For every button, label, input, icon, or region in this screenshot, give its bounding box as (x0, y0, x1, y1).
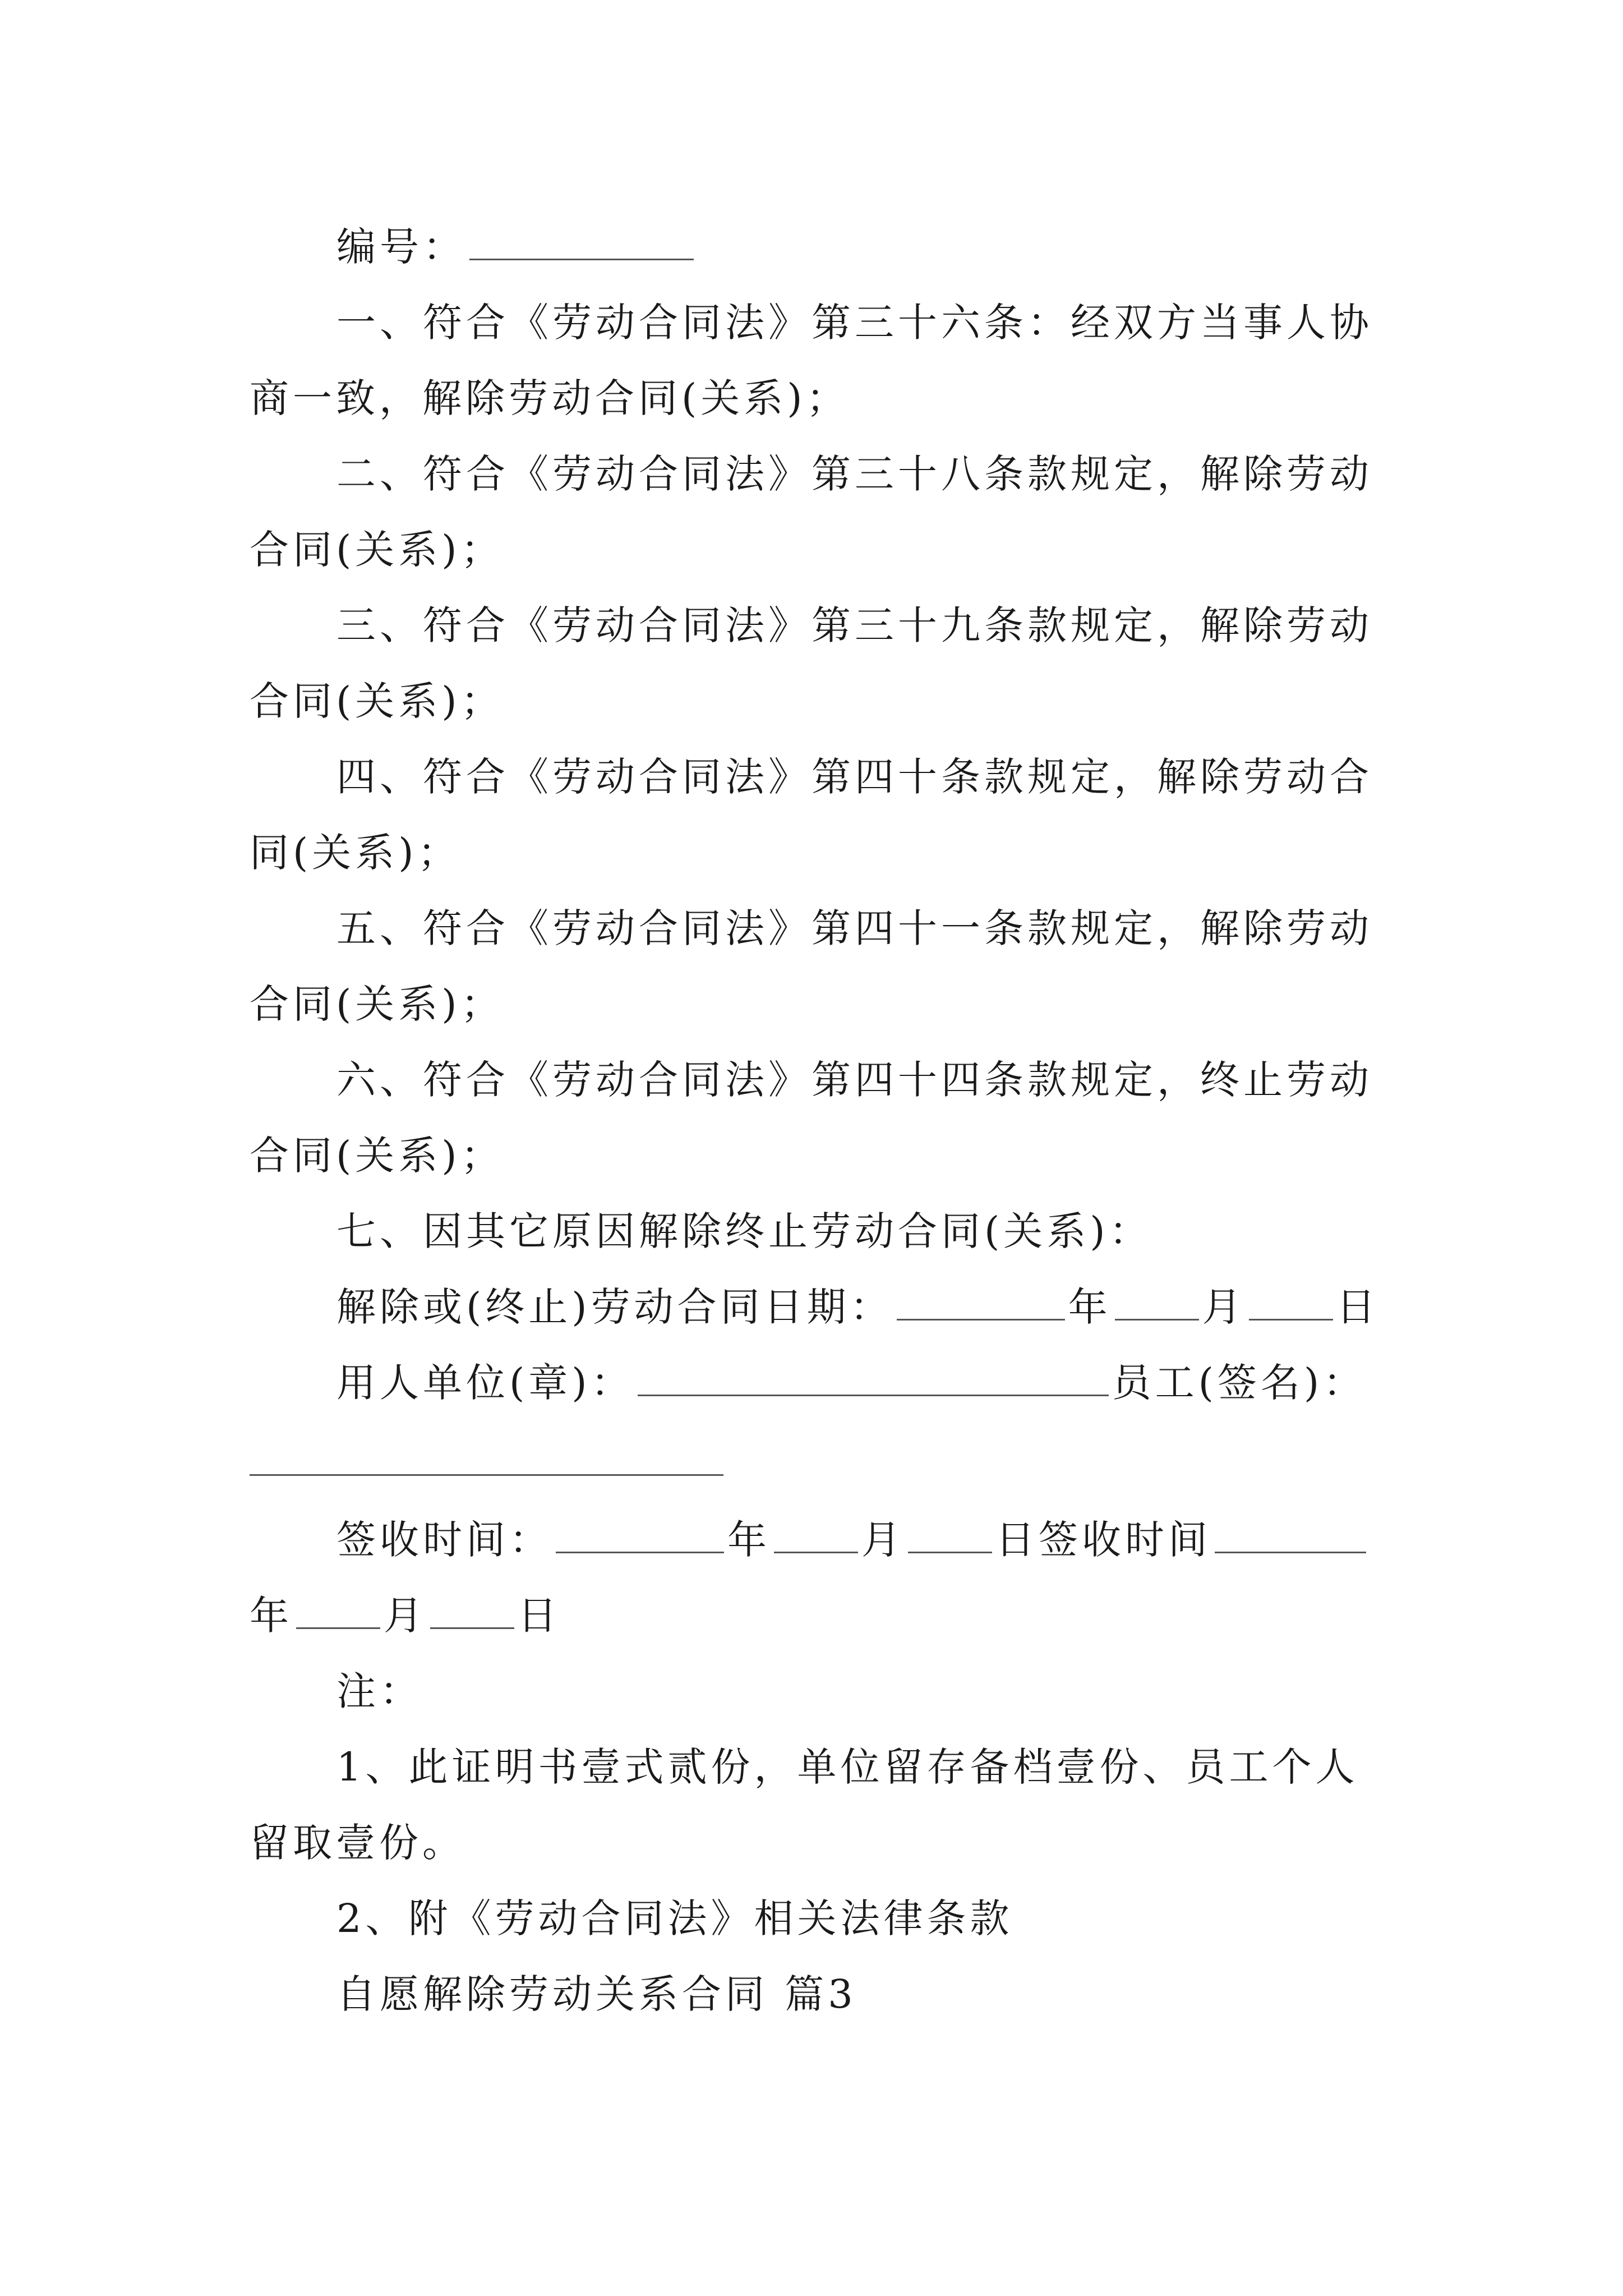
item-2-line-1: 二、符合《劳动合同法》第三十八条款规定，解除劳动 (336, 451, 1373, 497)
signature-row (0, 1358, 1623, 1408)
item-3-line-1: 三、符合《劳动合同法》第三十九条款规定，解除劳动 (336, 602, 1373, 648)
termination-month-label: 月 (1202, 1284, 1246, 1330)
note-heading: 注： (336, 1668, 423, 1714)
employer-seal-blank (638, 1389, 1109, 1396)
receipt2-month-label: 月 (384, 1593, 427, 1639)
item-6-line-1: 六、符合《劳动合同法》第四十四条款规定，终止劳动 (336, 1057, 1373, 1103)
document-number-row (0, 222, 1623, 272)
receipt-year-blank (556, 1546, 724, 1553)
receipt-day-and-label: 日签收时间 (995, 1517, 1211, 1563)
next-section-title: 自愿解除劳动关系合同 篇3 (336, 1971, 857, 2017)
item-3-line-2: 合同(关系)； (250, 678, 504, 724)
receipt2-day-label: 日 (518, 1593, 561, 1639)
receipt-year-label: 年 (727, 1517, 771, 1563)
note-1-line-2: 留取壹份。 (250, 1820, 465, 1866)
note-2: 2、附《劳动合同法》相关法律条款 (336, 1895, 1013, 1941)
receipt-time-label: 签收时间： (336, 1517, 552, 1563)
receipt2-day-blank (430, 1622, 514, 1629)
termination-date-label: 解除或(终止)劳动合同日期： (336, 1284, 893, 1330)
receipt2-year-label: 年 (250, 1593, 293, 1639)
termination-year-label: 年 (1068, 1284, 1112, 1330)
receipt-time-row (0, 1515, 1623, 1565)
receipt-time-row-2 (0, 1590, 1623, 1641)
item-7: 七、因其它原因解除终止劳动合同(关系)： (336, 1208, 1152, 1254)
item-1-line-1: 一、符合《劳动合同法》第三十六条：经双方当事人协 (336, 300, 1373, 346)
document-number-blank (469, 253, 694, 260)
item-6-line-2: 合同(关系)； (250, 1133, 504, 1179)
note-1-line-1: 1、此证明书壹式贰份，单位留存备档壹份、员工个人 (336, 1744, 1359, 1790)
termination-year-blank (897, 1313, 1065, 1320)
item-1-line-2: 商一致，解除劳动合同(关系)； (250, 375, 850, 421)
employee-signature-blank (250, 1474, 723, 1476)
receipt-day-blank (908, 1546, 992, 1553)
termination-day-label: 日 (1336, 1284, 1380, 1330)
receipt-month-blank (774, 1546, 858, 1553)
termination-month-blank (1115, 1313, 1199, 1320)
item-5-line-1: 五、符合《劳动合同法》第四十一条款规定，解除劳动 (336, 905, 1373, 951)
item-4-line-1: 四、符合《劳动合同法》第四十条款规定，解除劳动合 (336, 754, 1373, 800)
receipt2-month-blank (296, 1622, 380, 1629)
document-number-label: 编号： (336, 224, 466, 270)
item-5-line-2: 合同(关系)； (250, 981, 504, 1027)
termination-day-blank (1249, 1313, 1333, 1320)
receipt-month-label: 月 (861, 1517, 905, 1563)
employee-signature-label: 员工(签名)： (1112, 1360, 1367, 1406)
item-4-line-2: 同(关系)； (250, 830, 461, 876)
item-2-line-2: 合同(关系)； (250, 527, 504, 573)
employer-seal-label: 用人单位(章)： (336, 1360, 634, 1406)
termination-date-row (0, 1282, 1623, 1332)
receipt2-year-blank (1215, 1546, 1366, 1553)
